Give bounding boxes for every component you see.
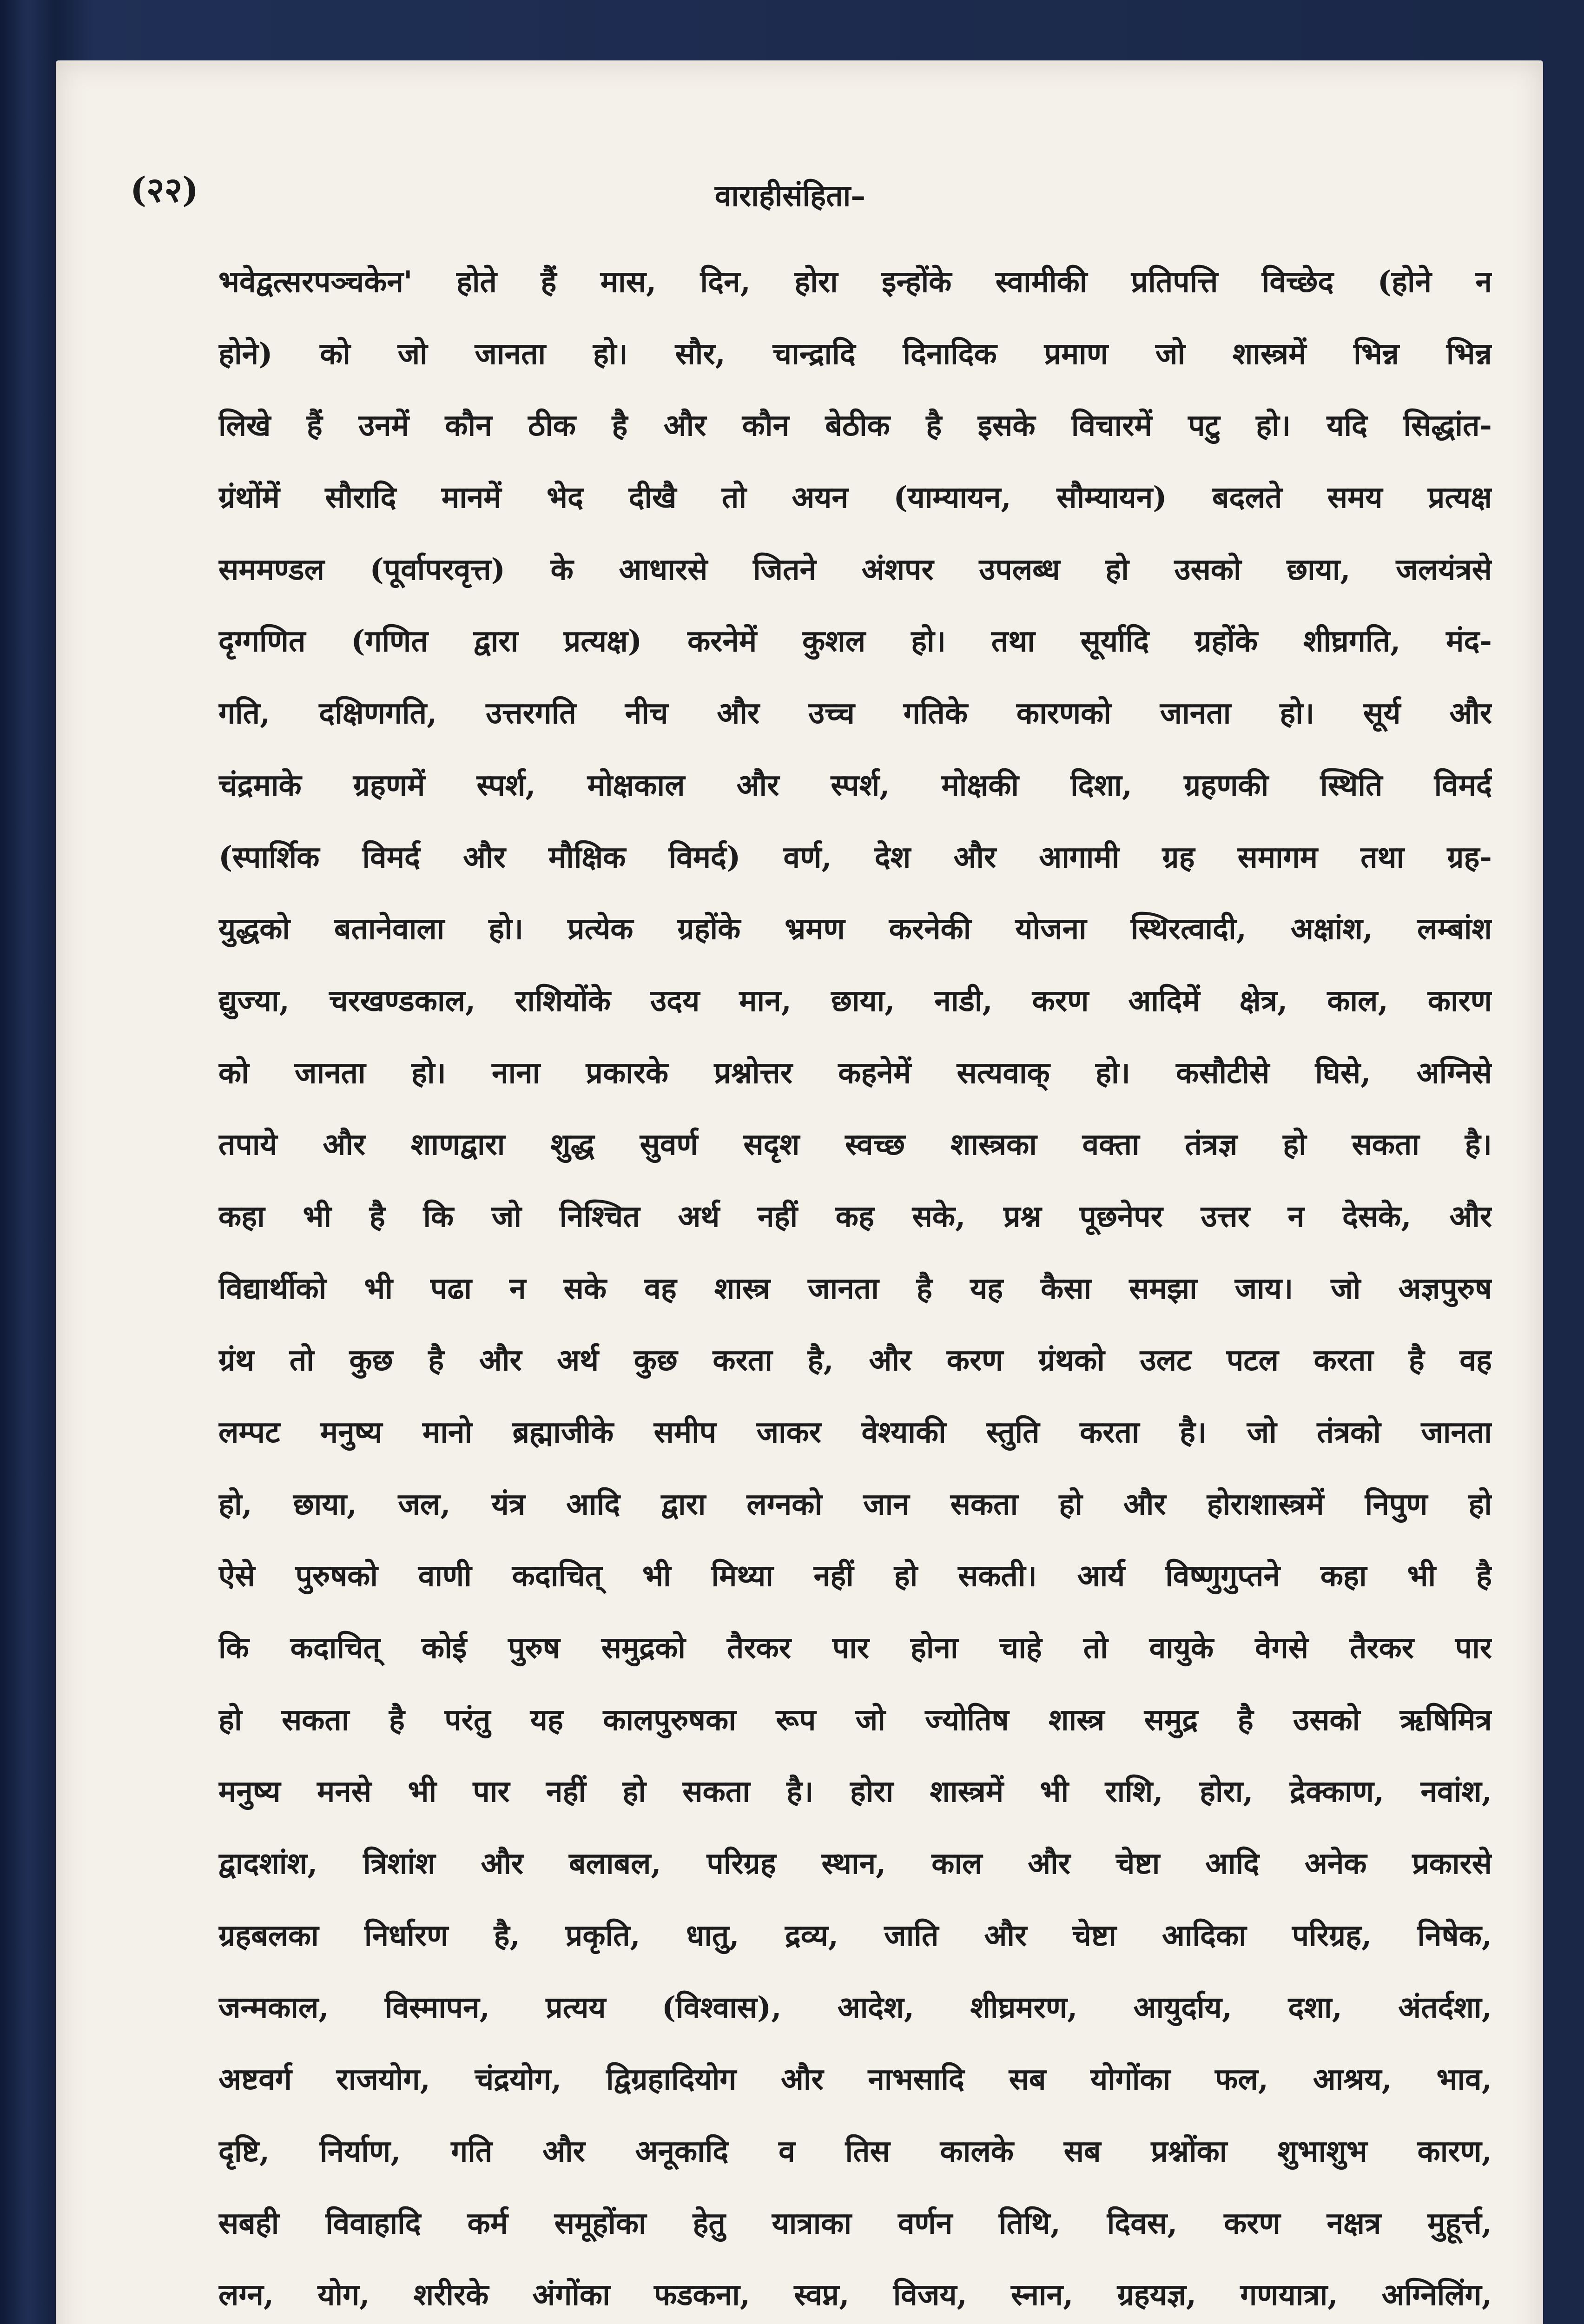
- text-line: ऐसे पुरुषको वाणी कदाचित् भी मिथ्या नहीं हो सकती। आर्य विष्णुगुप्तने कहा भी है: [218, 1558, 1492, 1594]
- text-line: जन्मकाल, विस्मापन, प्रत्यय (विश्वास), आदेश, शीघ्रमरण, आयुर्दाय, दशा, अंतर्दशा,: [218, 1990, 1492, 2025]
- text-line: दृग्गणित (गणित द्वारा प्रत्यक्ष) करनेमें कुशल हो। तथा सूर्यादि ग्रहोंके शीघ्रगति, मंद-: [218, 624, 1492, 659]
- text-line: (स्पार्शिक विमर्द और मौक्षिक विमर्द) वर्ण, देश और आगामी ग्रह समागम तथा ग्रह-: [218, 839, 1492, 875]
- body-text: [218, 246, 1492, 2324]
- text-line: लिखे हैं उनमें कौन ठीक है और कौन बेठीक है इसके विचारमें पटु हो। यदि सिद्धांत-: [218, 408, 1492, 443]
- text-line: मनुष्य मनसे भी पार नहीं हो सकता है। होरा शास्त्रमें भी राशि, होरा, द्रेक्काण, नवांश,: [218, 1774, 1492, 1809]
- text-line: द्युज्या, चरखण्डकाल, राशियोंके उदय मान, छाया, नाडी, करण आदिमें क्षेत्र, काल, कारण: [218, 983, 1492, 1018]
- text-line: को जानता हो। नाना प्रकारके प्रश्नोत्तर कहनेमें सत्यवाक् हो। कसौटीसे घिसे, अग्निसे: [218, 1055, 1492, 1090]
- text-line: ग्रहबलका निर्धारण है, प्रकृति, धातु, द्रव्य, जाति और चेष्टा आदिका परिग्रह, निषेक,: [218, 1918, 1492, 1953]
- text-line: गति, दक्षिणगति, उत्तरगति नीच और उच्च गतिके कारणको जानता हो। सूर्य और: [218, 696, 1492, 731]
- text-line: होने) को जो जानता हो। सौर, चान्द्रादि दिनादिक प्रमाण जो शास्त्रमें भिन्न भिन्न: [218, 336, 1492, 371]
- text-line: दृष्टि, निर्याण, गति और अनूकादि व तिस कालके सब प्रश्नोंका शुभाशुभ कारण,: [218, 2133, 1492, 2169]
- text-line: चंद्रमाके ग्रहणमें स्पर्श, मोक्षकाल और स्पर्श, मोक्षकी दिशा, ग्रहणकी स्थिति विमर्द: [218, 767, 1492, 803]
- text-line: कि कदाचित् कोई पुरुष समुद्रको तैरकर पार होना चाहे तो वायुके वेगसे तैरकर पार: [218, 1631, 1492, 1666]
- text-line: विद्यार्थीको भी पढा न सके वह शास्त्र जानता है यह कैसा समझा जाय। जो अज्ञपुरुष: [218, 1271, 1492, 1306]
- page-number: (२२): [130, 170, 198, 210]
- text-line: हो सकता है परंतु यह कालपुरुषका रूप जो ज्योतिष शास्त्र समुद्र है उसको ऋषिमित्र: [218, 1702, 1492, 1737]
- text-line: भवेद्वत्सरपञ्चकेन' होते हैं मास, दिन, होरा इन्होंके स्वामीकी प्रतिपत्ति विच्छेद (होने न: [218, 264, 1492, 299]
- running-title: वाराहीसंहिता–: [714, 178, 866, 213]
- text-line: तपाये और शाणद्वारा शुद्ध सुवर्ण सदृश स्वच्छ शास्त्रका वक्ता तंत्रज्ञ हो सकता है।: [218, 1127, 1492, 1162]
- text-line: ग्रंथ तो कुछ है और अर्थ कुछ करता है, और करण ग्रंथको उलट पटल करता है वह: [218, 1343, 1492, 1378]
- text-line: कहा भी है कि जो निश्चित अर्थ नहीं कह सके, प्रश्न पूछनेपर उत्तर न देसके, और: [218, 1199, 1492, 1234]
- text-line: ग्रंथोंमें सौरादि मानमें भेद दीखै तो अयन (याम्यायन, सौम्यायन) बदलते समय प्रत्यक्ष: [218, 480, 1492, 515]
- text-line: लग्न, योग, शरीरके अंगोंका फडकना, स्वप्न, विजय, स्नान, ग्रहयज्ञ, गणयात्रा, अग्निलिंग,: [218, 2278, 1492, 2313]
- text-line: सबही विवाहादि कर्म समूहोंका हेतु यात्राका वर्णन तिथि, दिवस, करण नक्षत्र मुहूर्त्त,: [218, 2205, 1492, 2241]
- text-line: अष्टवर्ग राजयोग, चंद्रयोग, द्विग्रहादियोग और नाभसादि सब योगोंका फल, आश्रय, भाव,: [218, 2062, 1492, 2097]
- text-line: द्वादशांश, त्रिशांश और बलाबल, परिग्रह स्थान, काल और चेष्टा आदि अनेक प्रकारसे: [218, 1846, 1492, 1882]
- text-line: सममण्डल (पूर्वापरवृत्त) के आधारसे जितने अंशपर उपलब्ध हो उसको छाया, जलयंत्रसे: [218, 552, 1492, 587]
- text-line: हो, छाया, जल, यंत्र आदि द्वारा लग्नको जान सकता हो और होराशास्त्रमें निपुण हो: [218, 1486, 1492, 1522]
- text-line: लम्पट मनुष्य मानो ब्रह्माजीके समीप जाकर वेश्याकी स्तुति करता है। जो तंत्रको जानता: [218, 1415, 1492, 1450]
- text-line: युद्धको बतानेवाला हो। प्रत्येक ग्रहोंके भ्रमण करनेकी योजना स्थिरत्वादी, अक्षांश, लम्बांश: [218, 911, 1492, 947]
